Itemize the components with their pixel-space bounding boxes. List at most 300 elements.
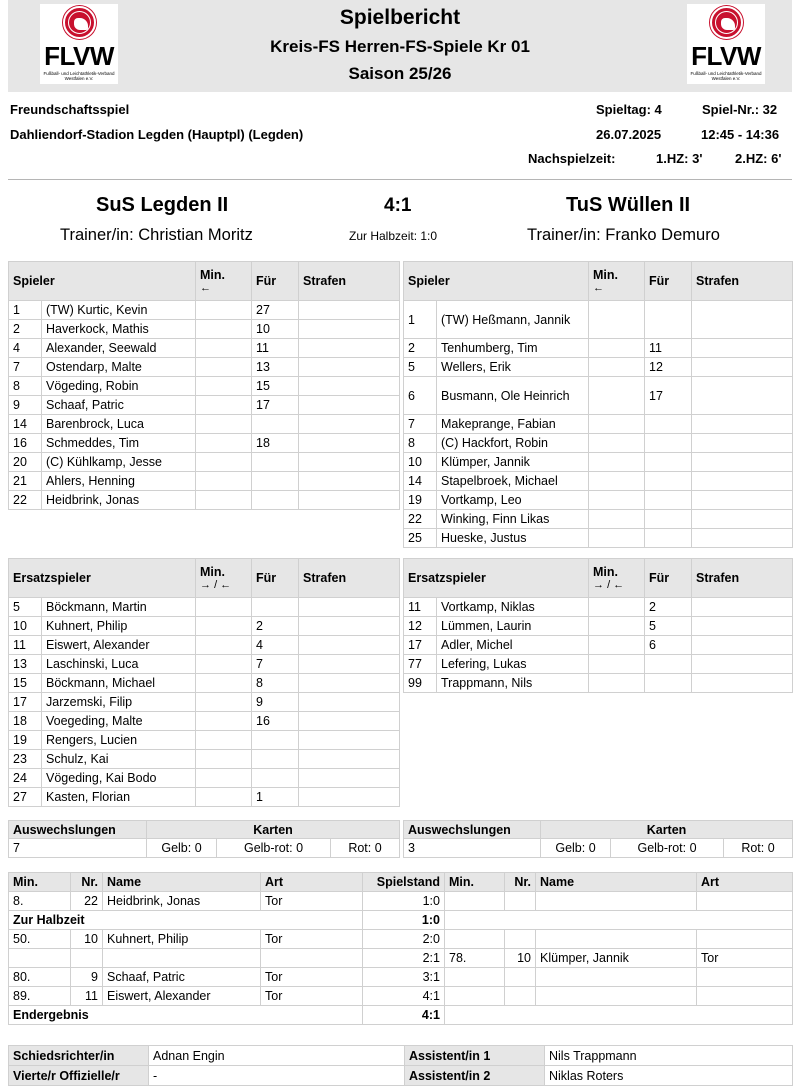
yellow-cards: Gelb: 0 (541, 839, 611, 858)
fourth-official-name: - (149, 1066, 405, 1086)
player-strafen (299, 598, 400, 617)
player-fuer (252, 598, 299, 617)
col-name: Name (536, 873, 697, 892)
away-event-number (505, 892, 536, 911)
extra-time-first-half: 1.HZ: 3' (656, 151, 703, 166)
page-title: Spielbericht (339, 6, 461, 29)
player-fuer: 17 (252, 396, 299, 415)
player-number: 11 (9, 636, 42, 655)
player-name: Schaaf, Patric (42, 396, 196, 415)
subs-label: Auswechslungen (9, 821, 147, 839)
player-list (9, 598, 400, 807)
assistant2-label: Assistent/in 2 (405, 1066, 545, 1086)
player-strafen (692, 491, 793, 510)
table-row (404, 434, 793, 453)
player-minute (196, 377, 252, 396)
table-row (404, 358, 793, 377)
table-row (9, 1006, 793, 1025)
player-number: 99 (404, 674, 437, 693)
away-event-name (536, 892, 697, 911)
player-name: (C) Kühlkamp, Jesse (42, 453, 196, 472)
table-row (404, 655, 793, 674)
player-minute (589, 529, 645, 548)
col-min: Min. ← (196, 262, 252, 301)
player-name: Busmann, Ole Heinrich (437, 377, 589, 415)
player-number: 27 (9, 788, 42, 807)
col-fuer: Für (645, 262, 692, 301)
away-trainer: Trainer/in: Franko Demuro (527, 226, 720, 244)
player-number: 12 (404, 617, 437, 636)
home-event-minute (9, 949, 71, 968)
player-minute (589, 377, 645, 415)
col-score: Spielstand (363, 873, 445, 892)
table-row (9, 617, 400, 636)
home-event-name (103, 949, 261, 968)
player-strafen (692, 301, 793, 339)
away-event-type (697, 892, 793, 911)
home-trainer: Trainer/in: Christian Moritz (60, 226, 253, 244)
home-summary-table (8, 820, 400, 858)
player-name: Schmeddes, Tim (42, 434, 196, 453)
player-name: Hueske, Justus (437, 529, 589, 548)
player-minute (196, 731, 252, 750)
player-strafen (692, 434, 793, 453)
table-row (404, 301, 793, 339)
home-event-number (71, 949, 103, 968)
player-number: 2 (404, 339, 437, 358)
match-time: 12:45 - 14:36 (701, 127, 780, 142)
player-list (404, 598, 793, 693)
home-event-type: Tor (261, 892, 363, 911)
player-name: Kasten, Florian (42, 788, 196, 807)
home-event-name: Kuhnert, Philip (103, 930, 261, 949)
player-name: Heidbrink, Jonas (42, 491, 196, 510)
col-sub-player: Ersatzspieler (404, 559, 589, 598)
away-event-type (697, 987, 793, 1006)
player-number: 5 (404, 358, 437, 377)
away-event-name: Klümper, Jannik (536, 949, 697, 968)
table-row (404, 598, 793, 617)
player-fuer: 16 (252, 712, 299, 731)
table-row (9, 358, 400, 377)
col-player: Spieler (404, 262, 589, 301)
table-row (9, 788, 400, 807)
player-name: Vortkamp, Niklas (437, 598, 589, 617)
away-event-name (536, 968, 697, 987)
player-number: 19 (404, 491, 437, 510)
table-header-row (9, 262, 400, 301)
player-number: 6 (404, 377, 437, 415)
player-strafen (692, 415, 793, 434)
player-name: Makeprange, Fabian (437, 415, 589, 434)
final-score: 4:1 (384, 195, 412, 216)
player-minute (196, 396, 252, 415)
col-art: Art (697, 873, 793, 892)
player-number: 13 (9, 655, 42, 674)
table-row (9, 434, 400, 453)
cards-label: Karten (147, 821, 400, 839)
home-event-type: Tor (261, 968, 363, 987)
player-number: 8 (9, 377, 42, 396)
player-strafen (299, 731, 400, 750)
player-number: 21 (9, 472, 42, 491)
player-strafen (692, 377, 793, 415)
player-fuer: 4 (252, 636, 299, 655)
red-cards: Rot: 0 (331, 839, 400, 858)
event-label: Endergebnis (9, 1006, 363, 1025)
col-fuer: Für (645, 559, 692, 598)
player-minute (196, 636, 252, 655)
table-header-row (9, 821, 400, 839)
home-event-minute: 80. (9, 968, 71, 987)
extra-time-second-half: 2.HZ: 6' (735, 151, 782, 166)
player-strafen (299, 339, 400, 358)
player-strafen (299, 301, 400, 320)
player-number: 20 (9, 453, 42, 472)
player-number: 10 (9, 617, 42, 636)
events-list (9, 892, 793, 1025)
player-fuer: 27 (252, 301, 299, 320)
table-row (404, 377, 793, 415)
subs-count: 7 (9, 839, 147, 858)
table-row (9, 453, 400, 472)
player-fuer: 15 (252, 377, 299, 396)
table-row (9, 839, 400, 858)
player-fuer (252, 453, 299, 472)
table-row (9, 636, 400, 655)
away-event-number (505, 930, 536, 949)
assistant1-label: Assistent/in 1 (405, 1046, 545, 1066)
player-minute (589, 415, 645, 434)
player-number: 1 (404, 301, 437, 339)
player-fuer (252, 769, 299, 788)
col-strafen: Strafen (299, 559, 400, 598)
logo-wordmark: FLVW (44, 41, 114, 71)
col-player: Spieler (9, 262, 196, 301)
home-event-number: 10 (71, 930, 103, 949)
player-fuer: 8 (252, 674, 299, 693)
player-fuer (252, 415, 299, 434)
player-fuer: 1 (252, 788, 299, 807)
subs-count: 3 (404, 839, 541, 858)
player-number: 8 (404, 434, 437, 453)
col-strafen: Strafen (692, 559, 793, 598)
subs-label: Auswechslungen (404, 821, 541, 839)
away-event-minute (445, 987, 505, 1006)
player-number: 17 (404, 636, 437, 655)
home-event-type: Tor (261, 987, 363, 1006)
player-strafen (692, 529, 793, 548)
player-minute (196, 472, 252, 491)
col-fuer: Für (252, 262, 299, 301)
table-row (404, 339, 793, 358)
table-row (9, 968, 793, 987)
player-fuer (645, 510, 692, 529)
player-name: Ostendarp, Malte (42, 358, 196, 377)
player-fuer (645, 415, 692, 434)
col-nr: Nr. (71, 873, 103, 892)
away-event-type (697, 930, 793, 949)
away-event-name (536, 930, 697, 949)
player-minute (589, 358, 645, 377)
player-name: Laschinski, Luca (42, 655, 196, 674)
table-header-row (9, 559, 400, 598)
table-row (9, 396, 400, 415)
away-event-type: Tor (697, 949, 793, 968)
player-strafen (299, 377, 400, 396)
table-row (404, 839, 793, 858)
player-name: Jarzemski, Filip (42, 693, 196, 712)
red-cards: Rot: 0 (724, 839, 793, 858)
player-number: 2 (9, 320, 42, 339)
player-strafen (692, 339, 793, 358)
halftime-score: Zur Halbzeit: 1:0 (349, 229, 438, 243)
player-number: 19 (9, 731, 42, 750)
table-header-row (404, 262, 793, 301)
player-minute (589, 617, 645, 636)
table-row (9, 693, 400, 712)
event-score: 1:0 (363, 911, 445, 930)
player-minute (196, 415, 252, 434)
col-nr: Nr. (505, 873, 536, 892)
player-strafen (299, 320, 400, 339)
col-sub-player: Ersatzspieler (9, 559, 196, 598)
table-row (9, 892, 793, 911)
player-number: 9 (9, 396, 42, 415)
player-strafen (299, 434, 400, 453)
home-event-minute: 50. (9, 930, 71, 949)
col-min: Min. → / ← (589, 559, 645, 598)
player-number: 14 (9, 415, 42, 434)
away-lineup-table (403, 261, 793, 548)
player-strafen (299, 636, 400, 655)
event-blank (445, 911, 793, 930)
player-name: Schulz, Kai (42, 750, 196, 769)
player-name: Ahlers, Henning (42, 472, 196, 491)
table-row (9, 491, 400, 510)
away-team-name: TuS Wüllen II (566, 194, 691, 216)
away-event-number (505, 987, 536, 1006)
player-minute (196, 712, 252, 731)
player-name: Voegeding, Malte (42, 712, 196, 731)
away-subs-table (403, 558, 793, 693)
table-row (9, 339, 400, 358)
player-number: 10 (404, 453, 437, 472)
assistant1-name: Nils Trappmann (545, 1046, 793, 1066)
player-name: (C) Hackfort, Robin (437, 434, 589, 453)
home-event-number: 9 (71, 968, 103, 987)
away-event-number: 10 (505, 949, 536, 968)
player-minute (196, 491, 252, 510)
player-minute (196, 598, 252, 617)
player-fuer (645, 674, 692, 693)
yellow-cards: Gelb: 0 (147, 839, 217, 858)
table-header-row (9, 873, 793, 892)
player-name: Trappmann, Nils (437, 674, 589, 693)
logo-subtitle: Fußball- und Leichtathletik-Verband Westfalen e.V. (43, 71, 115, 81)
player-fuer: 18 (252, 434, 299, 453)
player-name: Eiswert, Alexander (42, 636, 196, 655)
table-row (404, 617, 793, 636)
player-number: 4 (9, 339, 42, 358)
player-minute (589, 491, 645, 510)
player-strafen (299, 617, 400, 636)
player-fuer: 6 (645, 636, 692, 655)
referee-name: Adnan Engin (149, 1046, 405, 1066)
player-number: 77 (404, 655, 437, 674)
player-minute (196, 453, 252, 472)
player-strafen (692, 472, 793, 491)
player-minute (589, 598, 645, 617)
matchday: Spieltag: 4 (596, 102, 662, 117)
table-row (9, 415, 400, 434)
event-score: 2:1 (363, 949, 445, 968)
player-minute (589, 453, 645, 472)
away-event-minute: 78. (445, 949, 505, 968)
player-number: 18 (9, 712, 42, 731)
match-number: Spiel-Nr.: 32 (702, 102, 778, 117)
player-name: Adler, Michel (437, 636, 589, 655)
player-fuer (252, 472, 299, 491)
player-strafen (299, 693, 400, 712)
player-number: 14 (404, 472, 437, 491)
report-header (8, 0, 792, 92)
player-minute (589, 655, 645, 674)
player-strafen (692, 655, 793, 674)
player-number: 22 (404, 510, 437, 529)
player-fuer: 2 (645, 598, 692, 617)
away-event-name (536, 987, 697, 1006)
table-row (9, 949, 793, 968)
table-row (9, 377, 400, 396)
player-name: Wellers, Erik (437, 358, 589, 377)
player-fuer (645, 453, 692, 472)
horse-emblem-icon (710, 6, 743, 39)
player-fuer (252, 731, 299, 750)
player-strafen (299, 415, 400, 434)
event-score: 3:1 (363, 968, 445, 987)
col-min: Min. (9, 873, 71, 892)
table-row (404, 415, 793, 434)
player-name: Vortkamp, Leo (437, 491, 589, 510)
col-fuer: Für (252, 559, 299, 598)
player-number: 23 (9, 750, 42, 769)
col-min: Min. → / ← (196, 559, 252, 598)
venue: Dahliendorf-Stadion Legden (Hauptpl) (Legden) (10, 127, 304, 142)
player-fuer (645, 472, 692, 491)
table-row (9, 750, 400, 769)
table-row (404, 510, 793, 529)
home-event-name: Schaaf, Patric (103, 968, 261, 987)
player-number: 5 (9, 598, 42, 617)
player-minute (196, 750, 252, 769)
table-row (9, 911, 793, 930)
table-row (9, 1046, 793, 1066)
table-header-row (404, 559, 793, 598)
player-name: Barenbrock, Luca (42, 415, 196, 434)
player-name: Tenhumberg, Tim (437, 339, 589, 358)
event-score: 4:1 (363, 987, 445, 1006)
player-minute (196, 320, 252, 339)
player-name: Klümper, Jannik (437, 453, 589, 472)
player-number: 1 (9, 301, 42, 320)
player-name: Vögeding, Robin (42, 377, 196, 396)
player-minute (196, 617, 252, 636)
player-name: Rengers, Lucien (42, 731, 196, 750)
col-min: Min. (445, 873, 505, 892)
player-name: Böckmann, Martin (42, 598, 196, 617)
home-event-type (261, 949, 363, 968)
table-row (9, 987, 793, 1006)
table-row (9, 320, 400, 339)
player-minute (196, 769, 252, 788)
season-title: Saison 25/26 (348, 64, 452, 83)
player-number: 7 (9, 358, 42, 377)
player-minute (196, 434, 252, 453)
player-fuer: 11 (645, 339, 692, 358)
home-event-minute: 8. (9, 892, 71, 911)
player-fuer: 12 (645, 358, 692, 377)
col-art: Art (261, 873, 363, 892)
flvw-logo-right (687, 4, 765, 84)
player-number: 16 (9, 434, 42, 453)
table-row (9, 1066, 793, 1086)
competition-title: Kreis-FS Herren-FS-Spiele Kr 01 (270, 37, 530, 56)
player-fuer: 2 (252, 617, 299, 636)
player-number: 22 (9, 491, 42, 510)
divider (8, 179, 792, 180)
player-minute (196, 339, 252, 358)
table-row (404, 472, 793, 491)
player-strafen (692, 358, 793, 377)
player-strafen (299, 750, 400, 769)
away-event-number (505, 968, 536, 987)
player-strafen (692, 510, 793, 529)
logo-wordmark: FLVW (691, 41, 761, 71)
player-number: 25 (404, 529, 437, 548)
player-name: Kuhnert, Philip (42, 617, 196, 636)
yellow-red-cards: Gelb-rot: 0 (217, 839, 331, 858)
player-fuer: 5 (645, 617, 692, 636)
player-strafen (692, 674, 793, 693)
player-name: Stapelbroek, Michael (437, 472, 589, 491)
table-row (9, 712, 400, 731)
home-event-name: Heidbrink, Jonas (103, 892, 261, 911)
player-name: (TW) Kurtic, Kevin (42, 301, 196, 320)
yellow-red-cards: Gelb-rot: 0 (611, 839, 724, 858)
col-name: Name (103, 873, 261, 892)
player-fuer (645, 529, 692, 548)
table-row (9, 598, 400, 617)
player-strafen (299, 674, 400, 693)
home-event-name: Eiswert, Alexander (103, 987, 261, 1006)
player-minute (196, 655, 252, 674)
player-fuer (252, 491, 299, 510)
table-row (9, 472, 400, 491)
logo-subtitle: Fußball- und Leichtathletik-Verband Westfalen e.V. (690, 71, 762, 81)
player-name: Winking, Finn Likas (437, 510, 589, 529)
table-row (9, 655, 400, 674)
table-header-row (404, 821, 793, 839)
player-strafen (299, 769, 400, 788)
player-fuer (645, 491, 692, 510)
player-minute (196, 301, 252, 320)
match-date: 26.07.2025 (596, 127, 662, 142)
event-score: 1:0 (363, 892, 445, 911)
player-strafen (299, 491, 400, 510)
player-fuer (645, 301, 692, 339)
player-name: Vögeding, Kai Bodo (42, 769, 196, 788)
